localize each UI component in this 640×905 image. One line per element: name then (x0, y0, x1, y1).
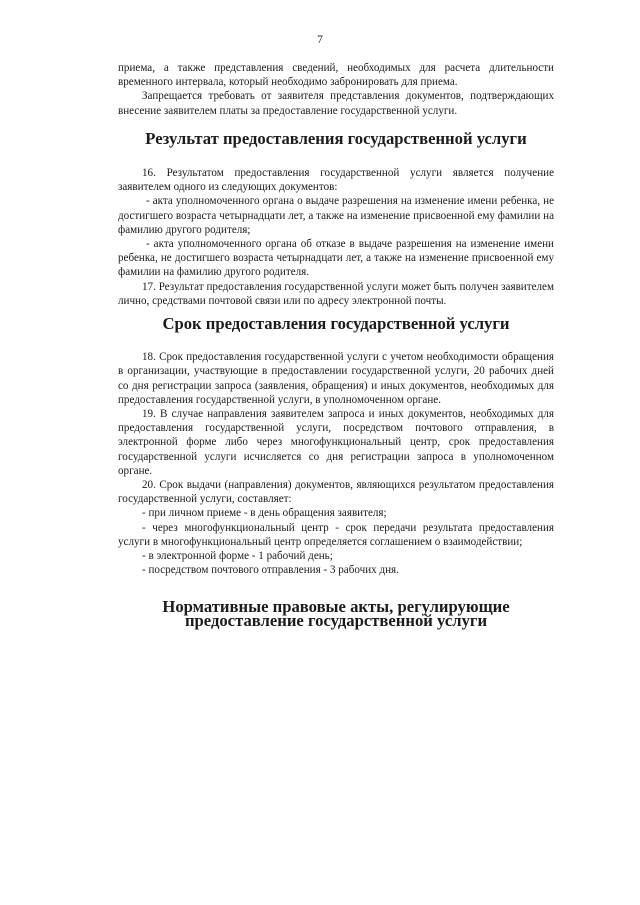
paragraph-item-17: 17. Результат предоставления государственной услуги может быть получен заявителем лично, средствами почтовой связи или по адресу электронной почты. (118, 280, 554, 307)
list-item-mfc: - через многофункциональный центр - срок передачи результата предоставления услуги в многофункциональный центр определяется соглашением о взаимодействии; (118, 521, 554, 548)
heading-service-result: Результат предоставления государственной услуги (145, 128, 527, 148)
heading-legal-acts: Нормативные правовые акты, регулирующие предоставление государственной услуги (162, 596, 510, 630)
heading-service-term: Срок предоставления государственной услуги (162, 314, 510, 334)
paragraph-item-20: 20. Срок выдачи (направления) документов, являющихся результатом предоставления государственной услуги, составляет: (118, 479, 554, 506)
list-item-refusal-act: - акта уполномоченного органа об отказе в выдаче разрешения на изменение имени ребенка, не достигшего возраста четырнадцати лет, а также на изменение присвоенной ему фамилии на фамилию другого родителя. (118, 238, 554, 279)
page-number: 7 (317, 34, 323, 46)
list-item-electronic: - в электронной форме - 1 рабочий день; (142, 550, 333, 563)
paragraph-item-18: 18. Срок предоставления государственной услуги с учетом необходимости обращения в организации, участвующие в предоставлении государственной услуги, 20 рабочих дней со дня регистрации запроса (заявления, обращения) и иных документов, необходимых для предоставления государственной услуги, в уполномоченном органе. (118, 351, 554, 406)
paragraph-payment-prohibition: Запрещается требовать от заявителя представления документов, подтверждающих внесение заявителем платы за предоставление государственной услуги. (118, 90, 554, 117)
document-body (118, 61, 554, 628)
list-item-permission-act: - акта уполномоченного органа о выдаче разрешения на изменение имени ребенка, не достигшего возраста четырнадцати лет, а также на изменение присвоенной ему фамилии на фамилию другого родителя; (118, 195, 554, 236)
paragraph-item-19: 19. В случае направления заявителем запроса и иных документов, необходимых для предоставления государственной услуги, посредством почтового отправления, в электронной форме либо через многофункциональный центр, срок предоставления государственной услуги исчисляется со дня регистрации запроса в уполномоченном органе. (118, 408, 554, 477)
list-item-postal: - посредством почтового отправления - 3 рабочих дня. (142, 564, 399, 577)
list-item-personal-reception: - при личном приеме - в день обращения заявителя; (142, 507, 387, 520)
paragraph-item-16: 16. Результатом предоставления государственной услуги является получение заявителем одного из следующих документов: (118, 167, 554, 194)
paragraph-booking-info: приема, а также представления сведений, необходимых для расчета длительности временного интервала, который необходимо забронировать для приема. (118, 62, 554, 89)
